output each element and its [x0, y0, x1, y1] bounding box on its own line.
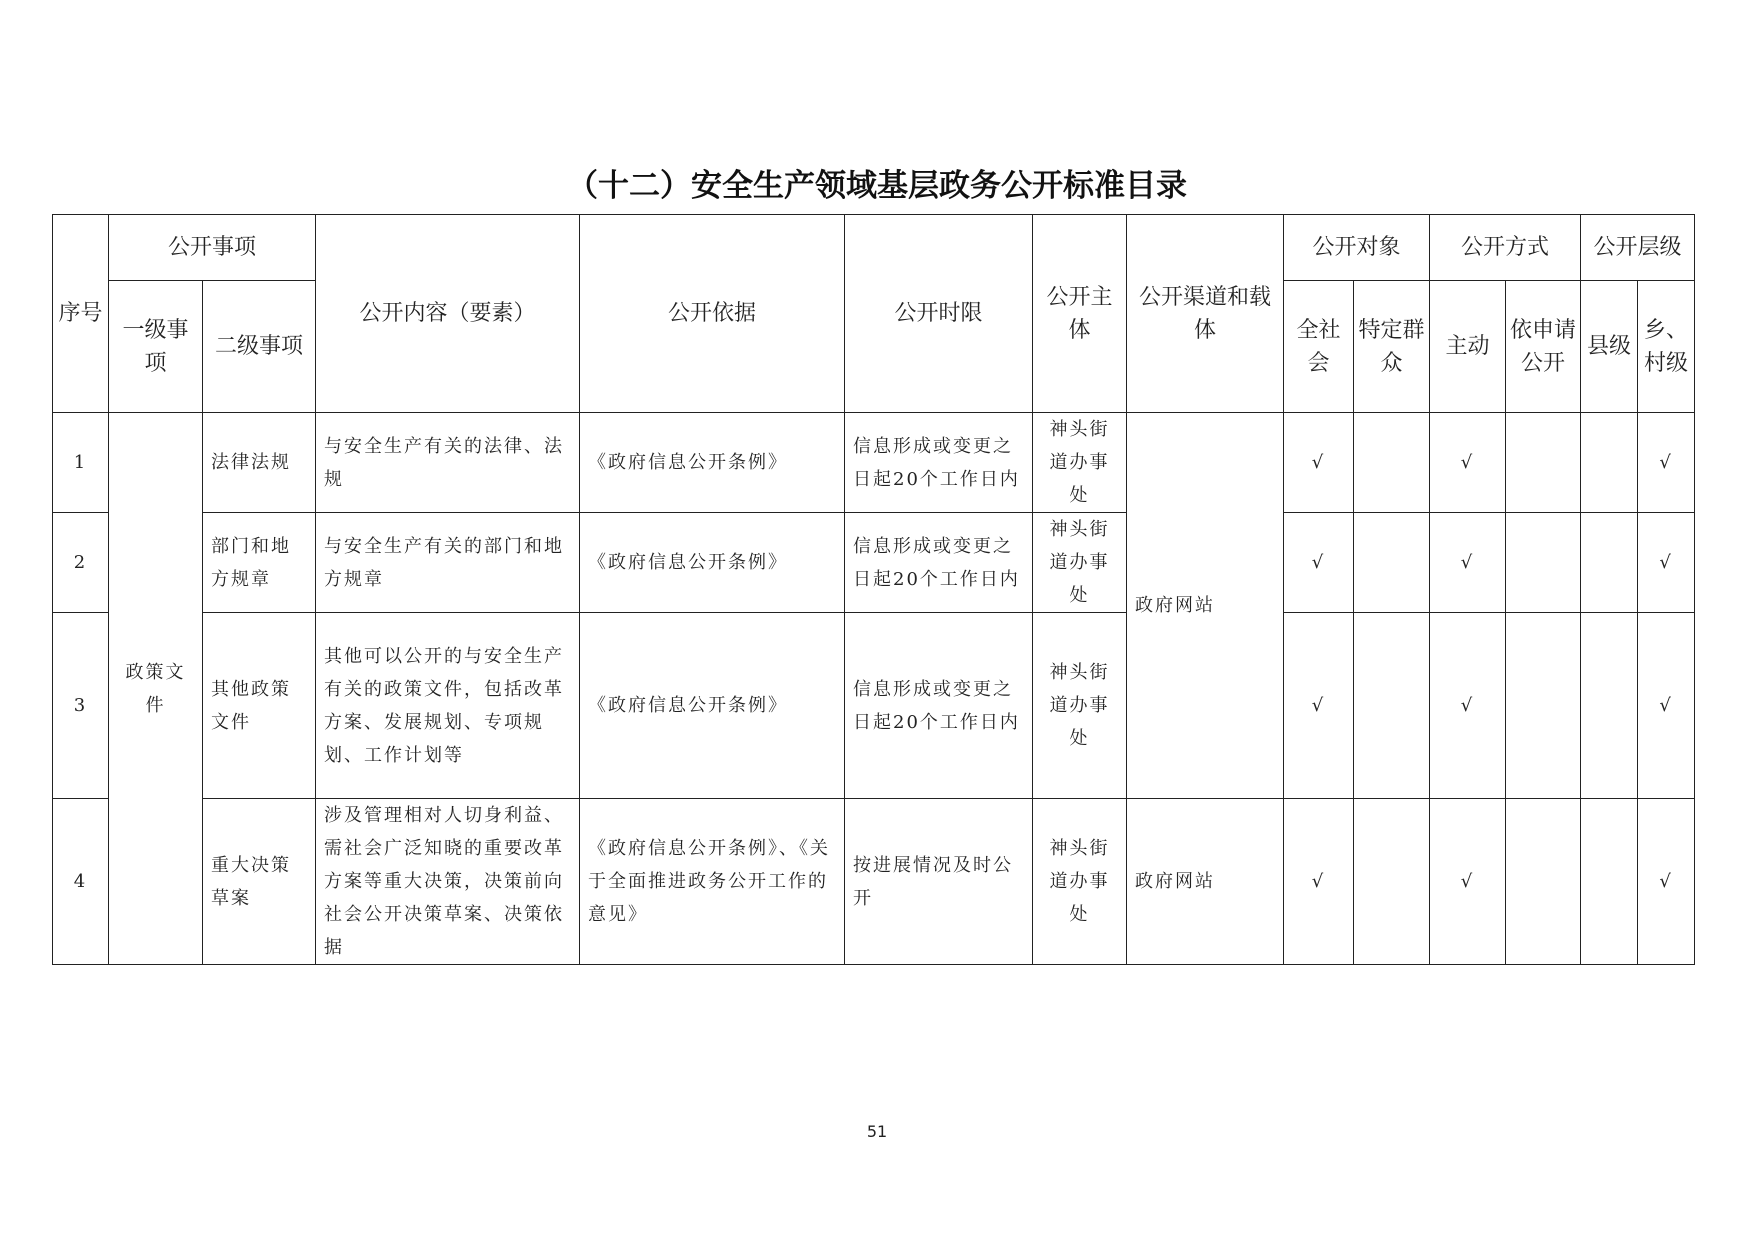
header-level-county: 县级	[1581, 281, 1638, 413]
header-level-township: 乡、村级	[1638, 281, 1695, 413]
empty-level-county	[1581, 613, 1638, 799]
header-object-group: 公开对象	[1284, 215, 1430, 281]
empty-obj-specific	[1354, 799, 1430, 965]
level1-cell: 政策文件	[109, 413, 203, 965]
empty-method-request	[1506, 799, 1581, 965]
header-subject: 公开主体	[1033, 215, 1127, 413]
row-channel: 政府网站	[1127, 799, 1284, 965]
header-basis: 公开依据	[580, 215, 845, 413]
empty-obj-specific	[1354, 413, 1430, 513]
empty-method-request	[1506, 413, 1581, 513]
row-basis: 《政府信息公开条例》	[580, 613, 845, 799]
row-subject: 神头街道办事处	[1033, 413, 1127, 513]
row-subject: 神头街道办事处	[1033, 513, 1127, 613]
row-content: 与安全生产有关的部门和地方规章	[316, 513, 580, 613]
row-seq: 4	[53, 799, 109, 965]
table-row	[53, 799, 1695, 965]
catalog-table	[52, 214, 1695, 965]
row-content: 涉及管理相对人切身利益、需社会广泛知晓的重要改革方案等重大决策，决策前向社会公开决策草案、决策依据	[316, 799, 580, 965]
channel-shared-cell: 政府网站	[1127, 413, 1284, 799]
row-time-limit: 信息形成或变更之日起20个工作日内	[845, 613, 1033, 799]
table-row	[53, 513, 1695, 613]
header-time-limit: 公开时限	[845, 215, 1033, 413]
row-level2: 其他政策文件	[203, 613, 316, 799]
row-content: 其他可以公开的与安全生产有关的政策文件，包括改革方案、发展规划、专项规划、工作计划等	[316, 613, 580, 799]
empty-method-request	[1506, 513, 1581, 613]
check-level-township: √	[1638, 513, 1695, 613]
header-content: 公开内容（要素）	[316, 215, 580, 413]
check-level-township: √	[1638, 799, 1695, 965]
empty-level-county	[1581, 513, 1638, 613]
row-subject: 神头街道办事处	[1033, 613, 1127, 799]
header-level2: 二级事项	[203, 281, 316, 413]
row-level2: 部门和地方规章	[203, 513, 316, 613]
check-obj-all: √	[1284, 513, 1354, 613]
header-obj-specific: 特定群众	[1354, 281, 1430, 413]
check-obj-all: √	[1284, 799, 1354, 965]
row-basis: 《政府信息公开条例》	[580, 413, 845, 513]
header-level1: 一级事项	[109, 281, 203, 413]
header-obj-all: 全社会	[1284, 281, 1354, 413]
check-level-township: √	[1638, 413, 1695, 513]
row-content: 与安全生产有关的法律、法规	[316, 413, 580, 513]
empty-obj-specific	[1354, 613, 1430, 799]
check-method-active: √	[1430, 613, 1506, 799]
header-channel: 公开渠道和载体	[1127, 215, 1284, 413]
empty-obj-specific	[1354, 513, 1430, 613]
row-time-limit: 按进展情况及时公开	[845, 799, 1033, 965]
check-method-active: √	[1430, 413, 1506, 513]
check-obj-all: √	[1284, 413, 1354, 513]
header-seq: 序号	[53, 215, 109, 413]
header-items-group: 公开事项	[109, 215, 316, 281]
page-title: （十二）安全生产领域基层政务公开标准目录	[567, 168, 1187, 204]
table-row	[53, 613, 1695, 799]
row-seq: 2	[53, 513, 109, 613]
row-basis: 《政府信息公开条例》	[580, 513, 845, 613]
header-level-group: 公开层级	[1581, 215, 1695, 281]
page-number: 51	[866, 1122, 888, 1141]
row-seq: 3	[53, 613, 109, 799]
empty-level-county	[1581, 799, 1638, 965]
empty-level-county	[1581, 413, 1638, 513]
row-time-limit: 信息形成或变更之日起20个工作日内	[845, 513, 1033, 613]
row-level2: 重大决策草案	[203, 799, 316, 965]
row-subject: 神头街道办事处	[1033, 799, 1127, 965]
header-method-request: 依申请公开	[1506, 281, 1581, 413]
empty-method-request	[1506, 613, 1581, 799]
check-obj-all: √	[1284, 613, 1354, 799]
header-method-group: 公开方式	[1430, 215, 1581, 281]
row-level2: 法律法规	[203, 413, 316, 513]
table-row	[53, 413, 1695, 513]
header-row-1	[53, 215, 1695, 281]
row-seq: 1	[53, 413, 109, 513]
check-method-active: √	[1430, 513, 1506, 613]
header-method-active: 主动	[1430, 281, 1506, 413]
check-method-active: √	[1430, 799, 1506, 965]
check-level-township: √	[1638, 613, 1695, 799]
row-basis: 《政府信息公开条例》、《关于全面推进政务公开工作的意见》	[580, 799, 845, 965]
row-time-limit: 信息形成或变更之日起20个工作日内	[845, 413, 1033, 513]
